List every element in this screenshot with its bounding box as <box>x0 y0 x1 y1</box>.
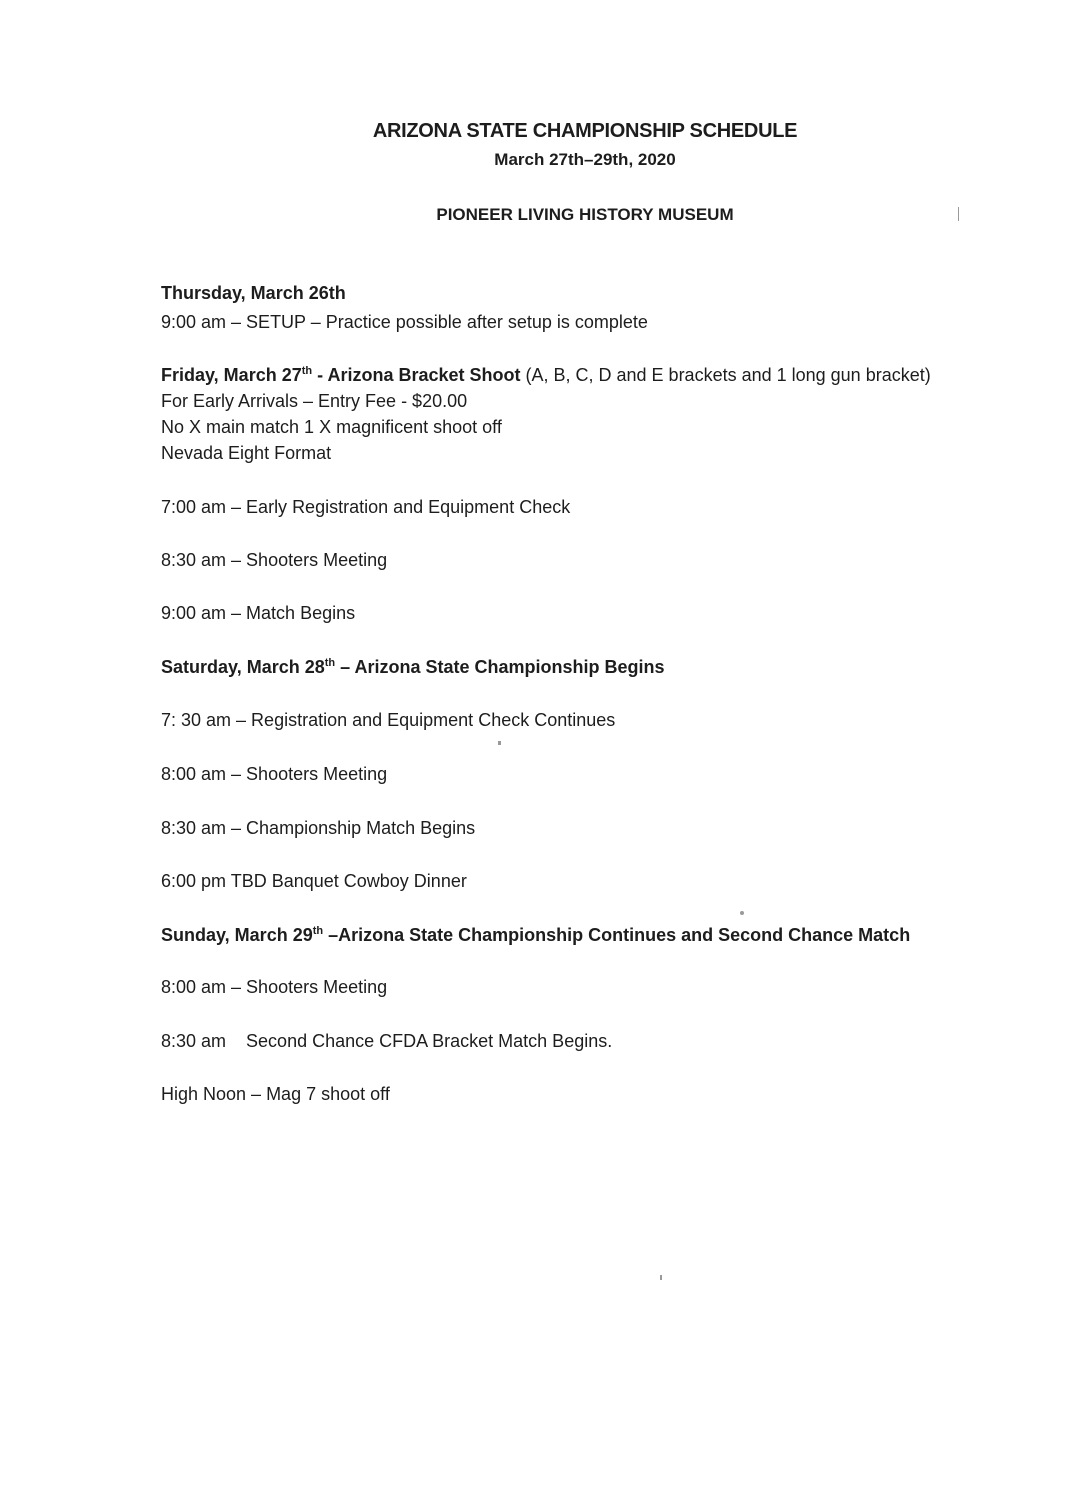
friday-detail: Nevada Eight Format <box>161 443 332 463</box>
friday-item: 7:00 am – Early Registration and Equipment Check <box>161 497 571 517</box>
scan-speck <box>498 741 501 745</box>
friday-detail: For Early Arrivals – Entry Fee - $20.00 <box>161 391 468 411</box>
friday-bracket-note: (A, B, C, D and E brackets and 1 long gun bracket) <box>520 365 931 385</box>
scan-speck <box>660 1275 662 1280</box>
thursday-heading: Thursday, March 26th <box>161 283 346 303</box>
saturday-item: 6:00 pm TBD Banquet Cowboy Dinner <box>161 871 467 891</box>
friday-day-suffix: th <box>301 365 313 377</box>
friday-event: - Arizona Bracket Shoot <box>312 365 521 385</box>
thursday-item: 9:00 am – SETUP – Practice possible after setup is complete <box>161 312 648 332</box>
sunday-item: 8:30 am Second Chance CFDA Bracket Match Begins. <box>161 1031 613 1051</box>
sunday-day-suffix: th <box>312 925 324 937</box>
sunday-heading <box>161 925 910 946</box>
saturday-day: Saturday, March 28 <box>161 657 325 677</box>
friday-heading <box>161 365 931 386</box>
friday-day: Friday, March 27 <box>161 365 302 385</box>
document-title: ARIZONA STATE CHAMPIONSHIP SCHEDULE <box>372 120 798 142</box>
saturday-item: 8:00 am – Shooters Meeting <box>161 764 388 784</box>
saturday-day-suffix: th <box>324 657 336 669</box>
sunday-item: 8:00 am – Shooters Meeting <box>161 977 388 997</box>
sunday-day: Sunday, March 29 <box>161 925 313 945</box>
scan-speck <box>958 207 959 221</box>
saturday-item: 8:30 am – Championship Match Begins <box>161 818 476 838</box>
sunday-item: High Noon – Mag 7 shoot off <box>161 1084 390 1104</box>
venue-name: PIONEER LIVING HISTORY MUSEUM <box>436 205 734 224</box>
sunday-event: –Arizona State Championship Continues and Second Chance Match <box>323 925 911 945</box>
saturday-item: 7: 30 am – Registration and Equipment Check Continues <box>161 710 616 730</box>
saturday-event: – Arizona State Championship Begins <box>335 657 665 677</box>
friday-item: 9:00 am – Match Begins <box>161 603 356 623</box>
friday-detail: No X main match 1 X magnificent shoot off <box>161 417 502 437</box>
saturday-heading <box>161 657 665 678</box>
scan-speck <box>740 911 744 915</box>
event-dates: March 27th–29th, 2020 <box>494 150 676 169</box>
friday-item: 8:30 am – Shooters Meeting <box>161 550 388 570</box>
